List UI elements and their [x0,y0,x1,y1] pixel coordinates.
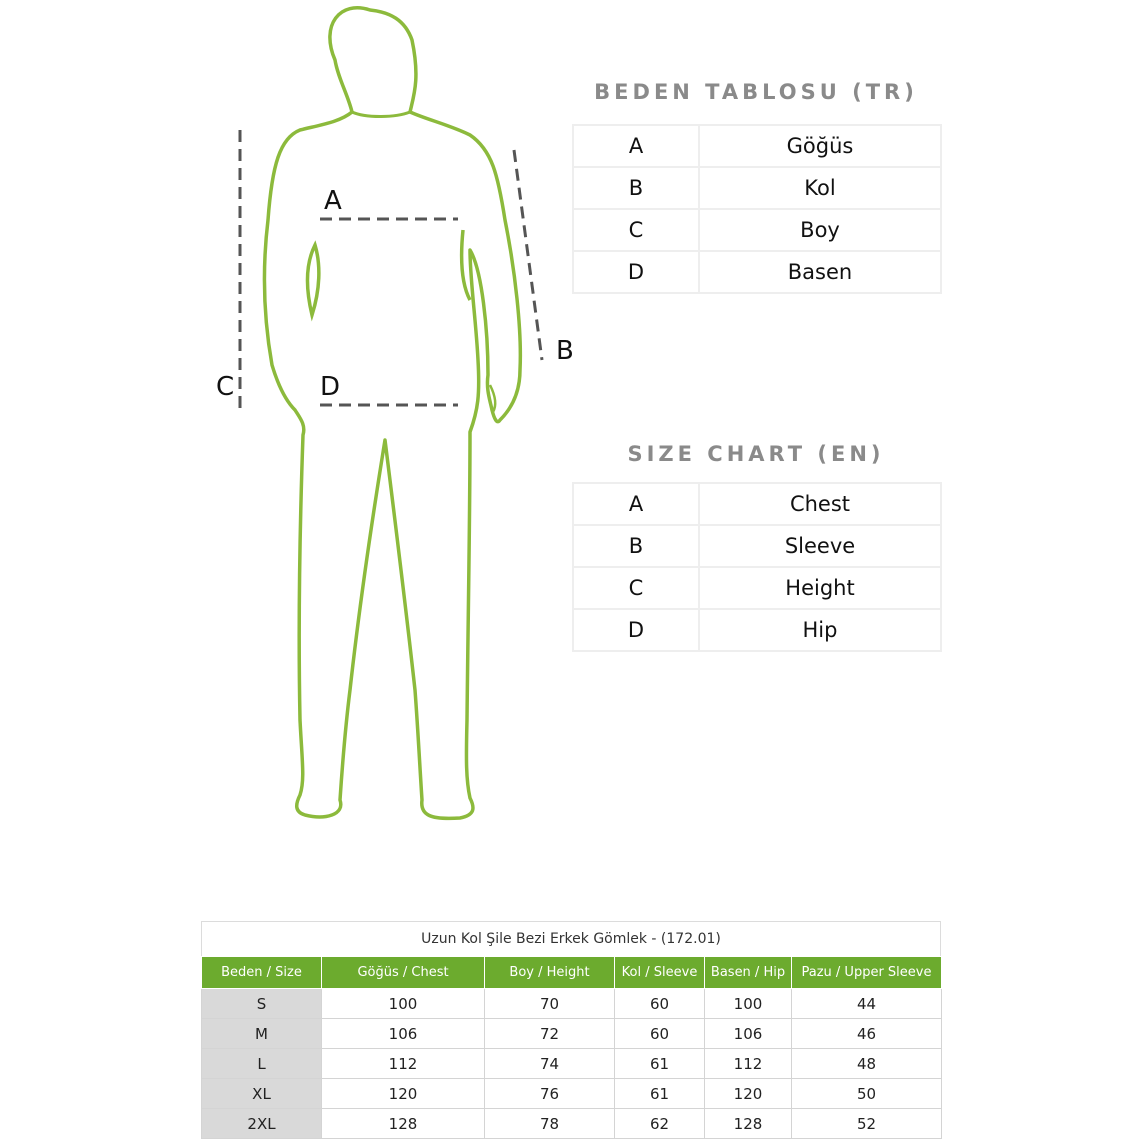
table-cell: 60 [615,1019,705,1049]
legend-value: Basen [699,251,941,293]
size-cell: S [202,989,322,1019]
legend-key: B [573,167,699,209]
table-cell: 128 [322,1109,485,1139]
legend-value: Kol [699,167,941,209]
size-table [201,956,942,1139]
legend-row [573,483,941,525]
column-header: Beden / Size [202,957,322,989]
table-cell: 106 [322,1019,485,1049]
table-cell: 112 [705,1049,792,1079]
column-header: Basen / Hip [705,957,792,989]
legend-key: C [573,567,699,609]
size-cell: L [202,1049,322,1079]
legend-row [573,609,941,651]
legend-tr-title: BEDEN TABLOSU (TR) [594,80,918,104]
legend-value: Chest [699,483,941,525]
table-cell: 106 [705,1019,792,1049]
legend-key: D [573,609,699,651]
size-cell: XL [202,1079,322,1109]
table-cell: 78 [485,1109,615,1139]
legend-key: A [573,125,699,167]
legend-value: Sleeve [699,525,941,567]
table-cell: 112 [322,1049,485,1079]
table-cell: 100 [322,989,485,1019]
table-cell: 46 [792,1019,942,1049]
legend-value: Boy [699,209,941,251]
legend-row [573,567,941,609]
legend-key: D [573,251,699,293]
body-measurement-figure [0,0,600,860]
table-cell: 70 [485,989,615,1019]
table-cell: 61 [615,1049,705,1079]
table-cell: 44 [792,989,942,1019]
column-header: Kol / Sleeve [615,957,705,989]
legend-en-title: SIZE CHART (EN) [627,442,885,466]
size-cell: 2XL [202,1109,322,1139]
legend-row [573,209,941,251]
legend-value: Göğüs [699,125,941,167]
hip-marker-label: D [320,372,341,402]
legend-en-table [572,482,942,652]
table-row [202,1079,942,1109]
sleeve-marker-label: B [556,336,574,366]
table-cell: 74 [485,1049,615,1079]
table-row [202,989,942,1019]
table-row [202,1109,942,1139]
chest-marker-label: A [324,186,342,216]
table-cell: 48 [792,1049,942,1079]
body-outline-illustration [0,0,600,860]
size-table-container [201,921,941,1139]
table-cell: 100 [705,989,792,1019]
legend-row [573,125,941,167]
legend-value: Hip [699,609,941,651]
legend-key: C [573,209,699,251]
legend-row [573,251,941,293]
table-cell: 60 [615,989,705,1019]
table-cell: 50 [792,1079,942,1109]
body-outline-left-arm-gap [307,245,318,315]
legend-value: Height [699,567,941,609]
size-cell: M [202,1019,322,1049]
size-table-header-row [202,957,942,989]
table-row [202,1049,942,1079]
legend-row [573,525,941,567]
table-cell: 52 [792,1109,942,1139]
table-cell: 61 [615,1079,705,1109]
legend-key: A [573,483,699,525]
table-cell: 120 [322,1079,485,1109]
legend-row [573,167,941,209]
legend-tr-table [572,124,942,294]
body-outline-neck [352,112,410,117]
table-cell: 76 [485,1079,615,1109]
column-header: Göğüs / Chest [322,957,485,989]
size-table-caption: Uzun Kol Şile Bezi Erkek Gömlek - (172.01) [201,921,941,956]
body-outline [265,8,521,819]
table-cell: 62 [615,1109,705,1139]
table-cell: 72 [485,1019,615,1049]
height-marker-label: C [216,372,235,402]
table-cell: 128 [705,1109,792,1139]
table-row [202,1019,942,1049]
legend-key: B [573,525,699,567]
table-cell: 120 [705,1079,792,1109]
column-header: Boy / Height [485,957,615,989]
column-header: Pazu / Upper Sleeve [792,957,942,989]
